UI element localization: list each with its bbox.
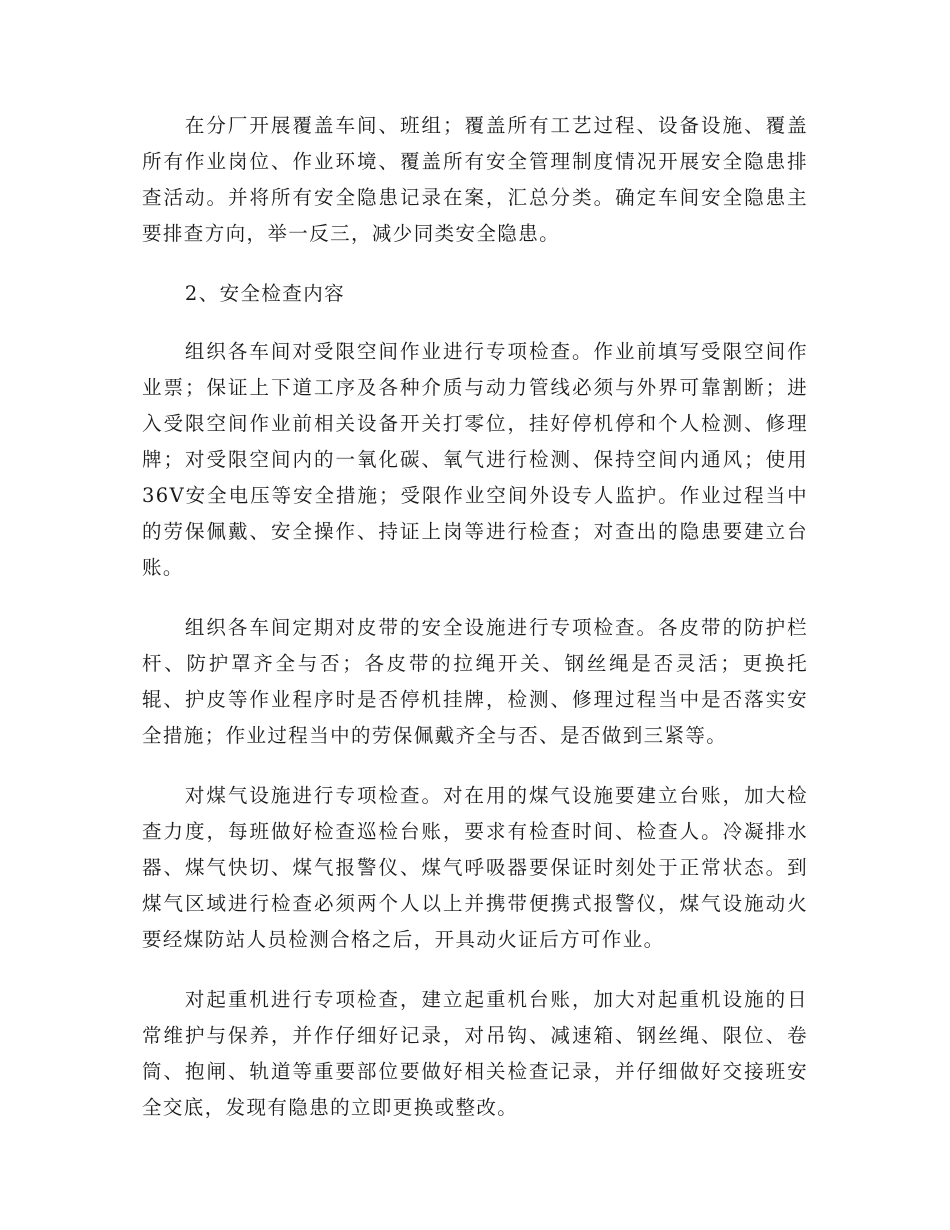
paragraph-belt-safety: 组织各车间定期对皮带的安全设施进行专项检查。各皮带的防护栏杆、防护罩齐全与否；各皮带的拉绳开关、钢丝绳是否灵活；更换托辊、护皮等作业程序时是否停机挂牌，检测、修理过程当中是否落实安全措施；作业过程当中的劳保佩戴齐全与否、是否做到三紧等。 — [142, 616, 808, 747]
document-body — [142, 108, 808, 1150]
paragraph-hazard-investigation: 在分厂开展覆盖车间、班组；覆盖所有工艺过程、设备设施、覆盖所有作业岗位、作业环境、覆盖所有安全管理制度情况开展安全隐患排查活动。并将所有安全隐患记录在案，汇总分类。确定车间安全隐患主要排查方向，举一反三，减少同类安全隐患。 — [142, 114, 808, 245]
paragraph-confined-space: 组织各车间对受限空间作业进行专项检查。作业前填写受限空间作业票；保证上下道工序及各种介质与动力管线必须与外界可靠割断；进入受限空间作业前相关设备开关打零位，挂好停机停和个人检测、修理牌；对受限空间内的一氧化碳、氧气进行检测、保持空间内通风；使用36V安全电压等安全措施；受限作业空间外设专人监护。作业过程当中的劳保佩戴、安全操作、持证上岗等进行检查；对查出的隐患要建立台账。 — [142, 340, 808, 579]
paragraph-gas-facilities: 对煤气设施进行专项检查。对在用的煤气设施要建立台账，加大检查力度，每班做好检查巡检台账，要求有检查时间、检查人。冷凝排水器、煤气快切、煤气报警仪、煤气呼吸器要保证时刻处于正常状态。到煤气区域进行检查必须两个人以上并携带便携式报警仪，煤气设施动火要经煤防站人员检测合格之后，开具动火证后方可作业。 — [142, 784, 808, 951]
paragraph-crane-inspection: 对起重机进行专项检查，建立起重机台账，加大对起重机设施的日常维护与保养，并作仔细好记录，对吊钩、减速箱、钢丝绳、限位、卷筒、抱闸、轨道等重要部位要做好相关检查记录，并仔细做好交接班安全交底，发现有隐患的立即更换或整改。 — [142, 988, 808, 1119]
section-heading-inspection-content: 2、安全检查内容 — [184, 282, 345, 305]
